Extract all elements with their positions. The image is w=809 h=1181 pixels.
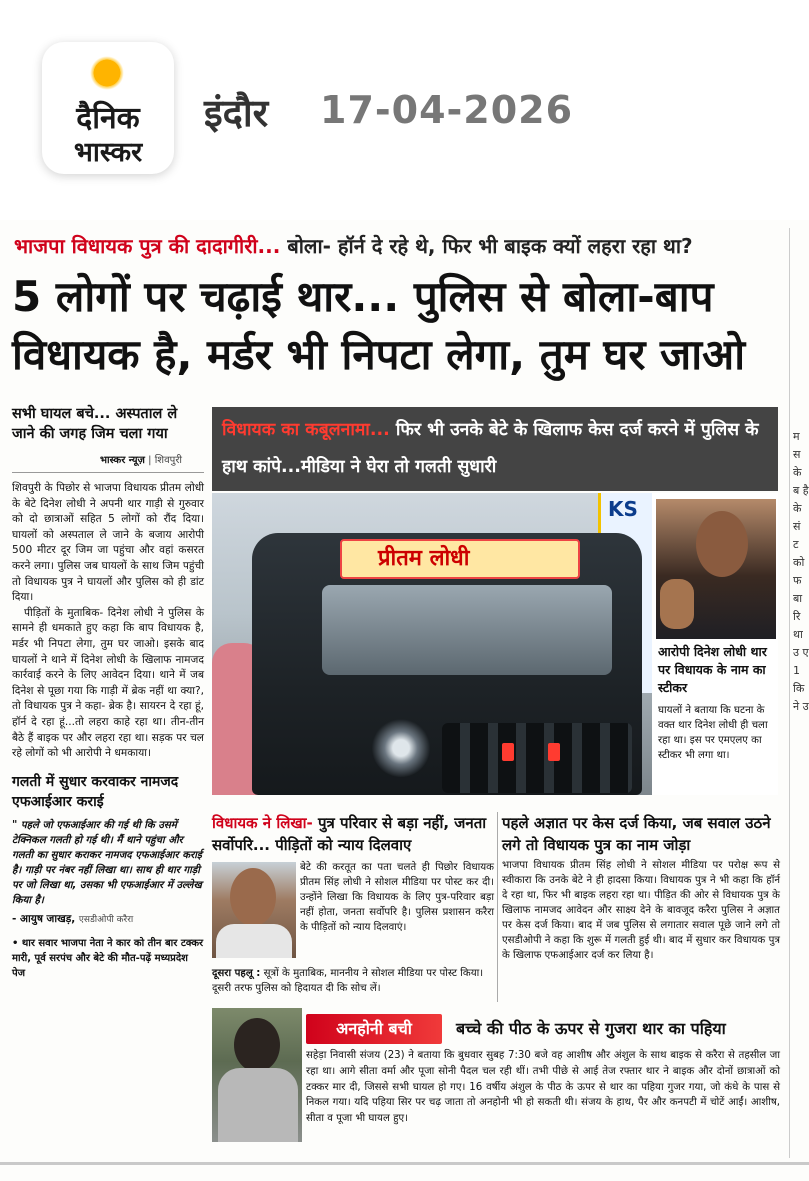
- dainik-bhaskar-logo[interactable]: [42, 42, 174, 174]
- left-subhead2: गलती में सुधार करवाकर नामजद एफआईआर कराई: [12, 773, 179, 810]
- legislator-wrote-head: [212, 812, 494, 856]
- red-light: [502, 743, 514, 761]
- quote-author-name: - आयुष जाखड़,: [12, 912, 76, 925]
- column-divider: [497, 812, 498, 1002]
- grille: [442, 723, 632, 793]
- other-aspect-label: दूसरा पहलू :: [212, 968, 261, 979]
- left-para1: शिवपुरी के पिछोर से भाजपा विधायक प्रीतम लोधी के बेटे दिनेश लोधी ने अपनी थार गाड़ी से गुरुवार को दो छात्राओं सहित 5 लोगों को रौंद दिया। घायलों को अस्पताल ले जाने के बजाय आरोपी 500 मीटर दूर जिम जा पहुंचा और वहां कसरत करने लगा। पुलिस जब घायलों के साथ जिम पहुंची तो विधायक पुत्र ने घायलों और पुलिस को ही डांट दिया।: [12, 482, 204, 604]
- case-filed-text: भाजपा विधायक प्रीतम सिंह लोधी ने सोशल मीडिया पर परोक्ष रूप से स्वीकारा कि उनके बेटे ने ही हादसा किया। विधायक पुत्र ने भी कहा कि हॉर्न दे रहा था, फिर भी बाइक लहरा रहा था। पीड़ित की ओर से विधायक पुत्र के खिलाफ नामजद आवेदन और साक्ष्य देने के बावजूद करैरा पुलिस ने अज्ञात पर केस दर्ज किया। बाद में जब पुलिस से लगातार सवाल पूछे जाने लगे तो एसडीओपी ने कहा कि शुरू में गलती हुई थी। बाद में सुधार कर विधायक पुत्र के खिलाफ एफआईआर दर्ज कर लिया है।: [502, 860, 780, 961]
- confession-banner: [212, 407, 778, 491]
- mishap-header: [306, 1014, 780, 1044]
- left-subhead: सभी घायल बचे... अस्पताल ले जाने की जगह जिम चला गया: [12, 406, 178, 442]
- shop-sign-text: KS: [608, 497, 638, 521]
- legislator-photo: [212, 862, 296, 958]
- confession-white: फिर भी उनके बेटे के खिलाफ केस दर्ज करने में पुलिस के हाथ कांपे...मीडिया ने घेरा तो गलती सुधारी: [222, 420, 759, 477]
- accused-caption: आरोपी दिनेश लोधी थार पर विधायक के नाम का स्टीकर: [658, 644, 767, 695]
- case-filed-head: पहले अज्ञात पर केस दर्ज किया, जब सवाल उठने लगे तो विधायक पुत्र का नाम जोड़ा: [502, 814, 771, 854]
- mishap-title: बच्चे की पीठ के ऊपर से गुजरा थार का पहिया: [456, 1019, 726, 1038]
- edition-date: 17-04-2026: [320, 88, 574, 132]
- left-para2: पीड़ितों के मुताबिक- दिनेश लोधी ने पुलिस के सामने ही धमकाते हुए कहा कि बाप विधायक है, मर्डर भी निपटा लेगा, तुम घर जाओ। इसके बाद घायलों ने थाने में दिनेश लोधी के खिलाफ नामजद कार्रवाई करने के लिए आवेदन दिया। थाने में जब दिनेश से पूछा गया कि गाड़ी में ब्रेक नहीं था क्या?, तो विधायक पुत्र ने कहा- ब्रेक है। सायरन दे रहा हूं, हॉर्न दे रहा हूं...तो लहरा काहे रहा था। तीन-तीन बैठे हैं बाइक पर और लहरा रहा था। सड़क पर चल रहे लोगों को भी आरोपी ने धमकाया।: [12, 606, 204, 760]
- accused-caption-text: घायलों ने बताया कि घटना के वक्त थार दिनेश लोधी ही चला रहा था। इस पर एमएलए का स्टीकर भी लगा था।: [658, 705, 768, 761]
- headlamp: [372, 719, 430, 777]
- byline: [12, 452, 204, 466]
- quote-author: [12, 912, 204, 926]
- quote-author-role: एसडीओपी करैरा: [78, 914, 134, 925]
- mishap-text: सहेड़ा निवासी संजय (23) ने बताया कि बुधवार सुबह 7:30 बजे वह आशीष और अंशुल के साथ बाइक से करैरा से तहसील जा रहा था। आगे सीता वर्मा और पूजा सोनी पैदल चल रही थीं। तभी पीछे से आई तेज रफ्तार थार ने बाइक और दोनों छात्राओं को टक्कर मार दी, जिससे सभी घायल हो गए। 16 वर्षीय अंशुल के पीठ के ऊपर से थार का पहिया गुजर गया, जो कंधे के पास से निकल गया। यदि पहिया सिर पर चढ़ जाता तो अनहोनी भी हो सकती थी। संजय के हाथ, पैर और कनपटी में चोटें आईं। आशीष, सीता व पूजा भी घायल हुए।: [306, 1050, 780, 1125]
- boy-body: [218, 1068, 298, 1142]
- mla-sticker: प्रीतम लोधी: [340, 539, 580, 579]
- legislator-face: [230, 868, 276, 926]
- car-body: [252, 533, 642, 795]
- thar-car-photo: [212, 493, 652, 795]
- logo-line2: भास्कर: [73, 137, 143, 168]
- divider: [12, 472, 204, 473]
- wrote-head-red: विधायक ने लिखा-: [212, 814, 313, 832]
- main-headline: [12, 268, 787, 384]
- accused-face: [696, 511, 748, 577]
- injured-boy-photo: [212, 1008, 302, 1142]
- confession-red: विधायक का कबूलनामा...: [222, 420, 390, 440]
- adjacent-column-edge: म स के ब है के सं ट को फ बा रि था उ ए 1 कि ने उ: [789, 228, 809, 1158]
- kicker-dark: बोला- हॉर्न दे रहे थे, फिर भी बाइक क्यों लहरा रहा था?: [287, 234, 693, 258]
- kicker-red: भाजपा विधायक पुत्र की दादागीरी...: [14, 234, 281, 258]
- other-aspect-body: सूत्रों के मुताबिक, माननीय ने सोशल मीडिया पर पोस्ट किया। दूसरी तरफ पुलिस को हिदायत दी कि सोच लें।: [212, 968, 484, 994]
- byline-place: | शिवपुरी: [148, 455, 182, 466]
- kicker: [14, 232, 693, 259]
- boy-head: [234, 1018, 280, 1072]
- wrote-head-dark: पुत्र परिवार से बड़ा नहीं, जनता सर्वोपरि... पीड़ितों को न्याय दिलवाए: [212, 814, 487, 854]
- edition-city: इंदौर: [204, 91, 269, 135]
- legislator-wrote-text: बेटे की करतूत का पता चलते ही पिछोर विधायक प्रीतम सिंह लोधी ने सोशल मीडिया पर पोस्ट कर दी। उन्होंने लिखा कि विधायक के लिए पुत्र-परिवार बड़ा नहीं होता, जनता सर्वोपरि है। पुलिस प्रशासन करैरा के पीड़ितों को न्याय दिलवाएं।: [300, 862, 494, 933]
- sdop-quote: " पहले जो एफआईआर की गई थी कि उसमें टेक्निकल गलती हो गई थी। मैं थाने पहुंचा और गलती का सुधार कराकर नामजद एफआईआर कराई है। गाड़ी पर नंबर नहीं लिखा था। साथ ही थार गाड़ी पर जो लिखा था, उसका भी एफआईआर में उल्लेख किया है।: [12, 819, 202, 906]
- other-aspect-text: [212, 966, 494, 996]
- left-column: [12, 404, 204, 981]
- mishap-tag: अनहोनी बची: [306, 1014, 442, 1044]
- windshield: [322, 585, 612, 675]
- page-header: [0, 0, 809, 215]
- bottom-rule: [0, 1162, 809, 1165]
- headline-line2: विधायक है, मर्डर भी निपटा लेगा, तुम घर जाओ: [12, 330, 746, 379]
- accused-inset: [652, 493, 778, 795]
- related-story-note[interactable]: • थार सवार भाजपा नेता ने कार को तीन बार टक्कर मारी, पूर्व सरपंच और बेटे की मौत-पढ़ें मध्यप्रदेश पेज: [12, 937, 204, 979]
- byline-source: भास्कर न्यूज़: [100, 455, 145, 466]
- red-light: [548, 743, 560, 761]
- legislator-shirt: [216, 924, 292, 958]
- headline-line1: 5 लोगों पर चढ़ाई थार... पुलिस से बोला-बाप: [12, 272, 714, 321]
- accused-photo: [656, 499, 776, 639]
- accused-hand: [660, 579, 694, 629]
- logo-line1: दैनिक: [76, 101, 140, 136]
- sun-icon: [90, 56, 124, 90]
